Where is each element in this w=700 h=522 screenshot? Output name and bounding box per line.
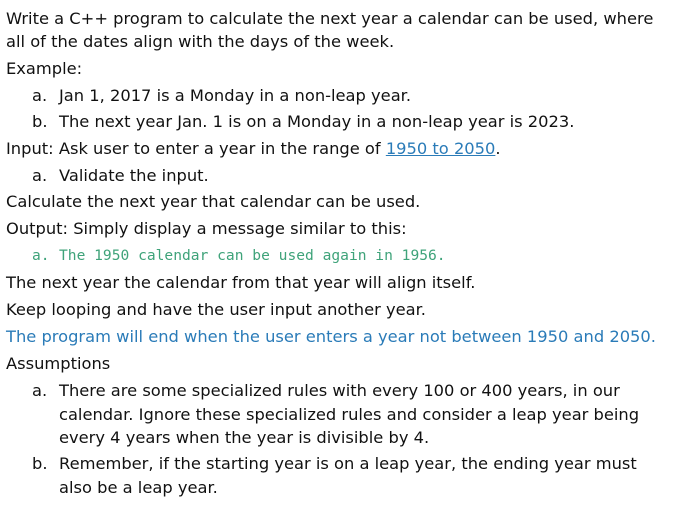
output-sample xyxy=(32,246,446,266)
input-item-a-marker: a. xyxy=(32,166,48,185)
example-item-a-marker: a. xyxy=(32,86,48,105)
assumption-a-line-2: calendar. Ignore these specialized rules and consider a leap year being xyxy=(59,405,640,424)
align-line: The next year the calendar from that year will align itself. xyxy=(6,273,476,292)
intro-line-1: Write a C++ program to calculate the next year a calendar can be used, where xyxy=(6,9,654,28)
calculate-line: Calculate the next year that calendar can be used. xyxy=(6,192,421,211)
intro-line-2: all of the dates align with the days of the week. xyxy=(6,32,395,51)
assumption-a-line-3: every 4 years when the year is divisible by 4. xyxy=(59,428,430,447)
output-sample-text: The 1950 calendar can be used again in 1956. xyxy=(59,247,446,264)
input-item-a xyxy=(32,166,209,186)
output-heading: Output: Simply display a message similar to this: xyxy=(6,219,407,238)
output-sample-marker: a. xyxy=(32,247,50,264)
example-item-b xyxy=(32,112,574,132)
assumption-b-line-1 xyxy=(32,454,637,474)
assumption-b-marker: b. xyxy=(32,454,48,473)
input-line xyxy=(6,139,501,159)
assumption-a-text-1: There are some specialized rules with every 100 or 400 years, in our xyxy=(59,381,620,400)
example-item-a-text: Jan 1, 2017 is a Monday in a non-leap year. xyxy=(59,86,412,105)
example-item-b-text: The next year Jan. 1 is on a Monday in a non-leap year is 2023. xyxy=(59,112,575,131)
input-suffix: . xyxy=(495,139,501,158)
input-prefix: Input: Ask user to enter a year in the range of xyxy=(6,139,386,158)
assumption-b-line-2: also be a leap year. xyxy=(59,478,218,497)
end-condition-line: The program will end when the user enters a year not between 1950 and 2050. xyxy=(6,327,656,346)
assumption-a-marker: a. xyxy=(32,381,48,400)
example-heading: Example: xyxy=(6,59,83,78)
assumptions-heading: Assumptions xyxy=(6,354,111,373)
assumption-b-text-1: Remember, if the starting year is on a leap year, the ending year must xyxy=(59,454,637,473)
example-item-a xyxy=(32,86,411,106)
loop-line: Keep looping and have the user input another year. xyxy=(6,300,426,319)
input-item-a-text: Validate the input. xyxy=(59,166,209,185)
assumption-a-line-1 xyxy=(32,381,620,401)
range-link[interactable]: 1950 to 2050 xyxy=(385,139,496,158)
example-item-b-marker: b. xyxy=(32,112,48,131)
